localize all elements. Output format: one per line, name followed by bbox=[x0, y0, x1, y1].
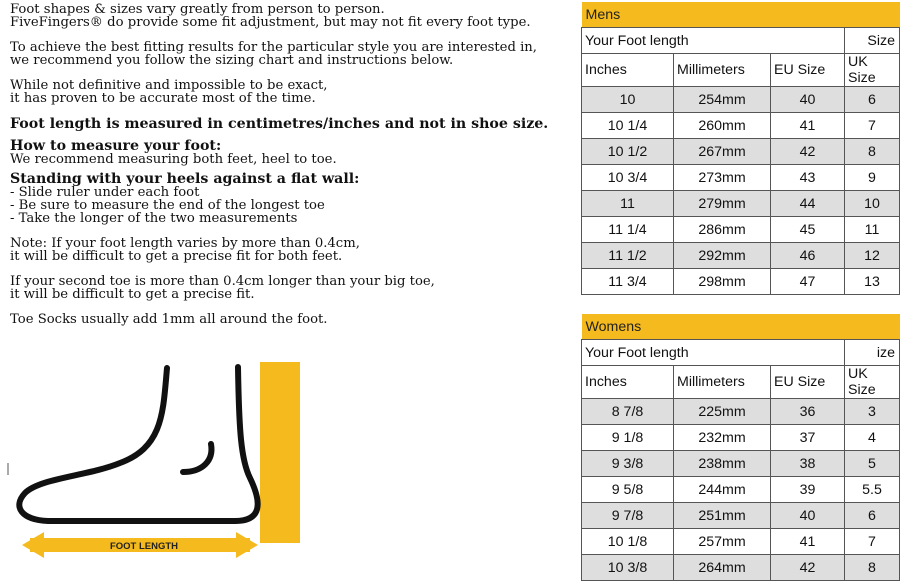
bold-note: Foot length is measured in centimetres/inches and not in shoe size. bbox=[10, 116, 549, 132]
table-cell: 11 bbox=[582, 191, 674, 217]
table-cell: 8 7/8 bbox=[582, 399, 674, 425]
table-cell: 6 bbox=[845, 87, 900, 113]
table-cell: 251mm bbox=[674, 503, 771, 529]
note-line: Toe Socks usually add 1mm all around the foot. bbox=[10, 312, 328, 327]
table-cell: 10 1/2 bbox=[582, 139, 674, 165]
table-row bbox=[582, 555, 900, 581]
table-cell: 42 bbox=[771, 139, 845, 165]
col-header: EU Size bbox=[771, 54, 845, 87]
table-cell: 9 bbox=[845, 165, 900, 191]
table-row bbox=[582, 399, 900, 425]
table-cell: 260mm bbox=[674, 113, 771, 139]
table-row bbox=[582, 191, 900, 217]
intro-line: FiveFingers® do provide some fit adjustment, but may not fit every foot type. bbox=[10, 15, 531, 30]
your-foot-length-header: Your Foot length bbox=[582, 340, 845, 366]
col-header: UK Size bbox=[845, 54, 900, 87]
table-cell: 10 3/8 bbox=[582, 555, 674, 581]
table-cell: 12 bbox=[845, 243, 900, 269]
table-cell: 44 bbox=[771, 191, 845, 217]
table-cell: 9 1/8 bbox=[582, 425, 674, 451]
step-item: - Slide ruler under each foot bbox=[10, 185, 200, 200]
intro-line: Foot shapes & sizes vary greatly from person to person. bbox=[10, 2, 385, 17]
note-line: If your second toe is more than 0.4cm longer than your big toe, bbox=[10, 274, 435, 289]
table-cell: 279mm bbox=[674, 191, 771, 217]
table-cell: 7 bbox=[845, 113, 900, 139]
table-cell: 9 7/8 bbox=[582, 503, 674, 529]
table-cell: 46 bbox=[771, 243, 845, 269]
table-row bbox=[582, 477, 900, 503]
table-row bbox=[582, 451, 900, 477]
intro-line: To achieve the best fitting results for the particular style you are interested in, bbox=[10, 40, 537, 55]
foot-measurement-diagram bbox=[0, 355, 310, 571]
col-header: Inches bbox=[582, 366, 674, 399]
col-header: UK Size bbox=[845, 366, 900, 399]
table-cell: 257mm bbox=[674, 529, 771, 555]
table-cell: 238mm bbox=[674, 451, 771, 477]
table-row bbox=[582, 529, 900, 555]
table-cell: 11 bbox=[845, 217, 900, 243]
table-cell: 36 bbox=[771, 399, 845, 425]
table-cell: 8 bbox=[845, 555, 900, 581]
table-cell: 41 bbox=[771, 113, 845, 139]
womens-size-table bbox=[581, 314, 900, 581]
col-header: Millimeters bbox=[674, 366, 771, 399]
table-cell: 10 bbox=[845, 191, 900, 217]
table-row bbox=[582, 269, 900, 295]
table-row bbox=[582, 217, 900, 243]
table-cell: 10 1/8 bbox=[582, 529, 674, 555]
note-line: it will be difficult to get a precise fit for both feet. bbox=[10, 249, 343, 264]
intro-line: While not definitive and impossible to be exact, bbox=[10, 78, 328, 93]
table-row bbox=[582, 113, 900, 139]
table-cell: 3 bbox=[845, 399, 900, 425]
table-row bbox=[582, 165, 900, 191]
table-cell: 254mm bbox=[674, 87, 771, 113]
table-cell: 9 5/8 bbox=[582, 477, 674, 503]
size-header: Size bbox=[845, 28, 900, 54]
table-cell: 45 bbox=[771, 217, 845, 243]
intro-line: we recommend you follow the sizing chart and instructions below. bbox=[10, 53, 454, 68]
table-cell: 10 1/4 bbox=[582, 113, 674, 139]
table-cell: 42 bbox=[771, 555, 845, 581]
table-row bbox=[582, 425, 900, 451]
table-cell: 10 bbox=[582, 87, 674, 113]
how-text: We recommend measuring both feet, heel to toe. bbox=[10, 152, 337, 167]
table-cell: 6 bbox=[845, 503, 900, 529]
table-cell: 273mm bbox=[674, 165, 771, 191]
step-item: - Be sure to measure the end of the longest toe bbox=[10, 198, 325, 213]
table-cell: 47 bbox=[771, 269, 845, 295]
arrow-right-icon bbox=[236, 532, 258, 558]
table-cell: 267mm bbox=[674, 139, 771, 165]
note-line: Note: If your foot length varies by more than 0.4cm, bbox=[10, 236, 360, 251]
table-cell: 41 bbox=[771, 529, 845, 555]
table-cell: 5 bbox=[845, 451, 900, 477]
table-row bbox=[582, 243, 900, 269]
col-header: Millimeters bbox=[674, 54, 771, 87]
table-cell: 40 bbox=[771, 87, 845, 113]
table-cell: 232mm bbox=[674, 425, 771, 451]
table-row bbox=[582, 139, 900, 165]
table-cell: 286mm bbox=[674, 217, 771, 243]
col-header: EU Size bbox=[771, 366, 845, 399]
table-cell: 4 bbox=[845, 425, 900, 451]
foot-outline-icon bbox=[19, 367, 257, 521]
table-cell: 11 3/4 bbox=[582, 269, 674, 295]
table-cell: 11 1/2 bbox=[582, 243, 674, 269]
wall bbox=[260, 362, 300, 543]
size-header: ize bbox=[845, 340, 900, 366]
table-cell: 8 bbox=[845, 139, 900, 165]
table-title: Womens bbox=[582, 314, 900, 340]
table-row bbox=[582, 87, 900, 113]
table-cell: 43 bbox=[771, 165, 845, 191]
table-cell: 40 bbox=[771, 503, 845, 529]
intro-line: it has proven to be accurate most of the time. bbox=[10, 91, 316, 106]
table-cell: 264mm bbox=[674, 555, 771, 581]
table-cell: 37 bbox=[771, 425, 845, 451]
table-cell: 7 bbox=[845, 529, 900, 555]
step-item: - Take the longer of the two measurements bbox=[10, 211, 298, 226]
standing-heading: Standing with your heels against a flat wall: bbox=[10, 171, 360, 187]
arrow-left-icon bbox=[22, 532, 44, 558]
table-cell: 292mm bbox=[674, 243, 771, 269]
table-cell: 13 bbox=[845, 269, 900, 295]
table-cell: 9 3/8 bbox=[582, 451, 674, 477]
your-foot-length-header: Your Foot length bbox=[582, 28, 845, 54]
table-cell: 39 bbox=[771, 477, 845, 503]
table-cell: 298mm bbox=[674, 269, 771, 295]
table-cell: 38 bbox=[771, 451, 845, 477]
instructions bbox=[10, 3, 575, 326]
table-title: Mens bbox=[582, 2, 900, 28]
table-cell: 225mm bbox=[674, 399, 771, 425]
table-cell: 10 3/4 bbox=[582, 165, 674, 191]
table-cell: 244mm bbox=[674, 477, 771, 503]
mens-size-table bbox=[581, 2, 900, 295]
toe-curve-icon bbox=[183, 444, 211, 472]
table-row bbox=[582, 503, 900, 529]
table-cell: 5.5 bbox=[845, 477, 900, 503]
col-header: Inches bbox=[582, 54, 674, 87]
foot-length-label: FOOT LENGTH bbox=[109, 541, 179, 552]
table-cell: 11 1/4 bbox=[582, 217, 674, 243]
how-heading: How to measure your foot: bbox=[10, 138, 222, 154]
note-line: it will be difficult to get a precise fit. bbox=[10, 287, 255, 302]
